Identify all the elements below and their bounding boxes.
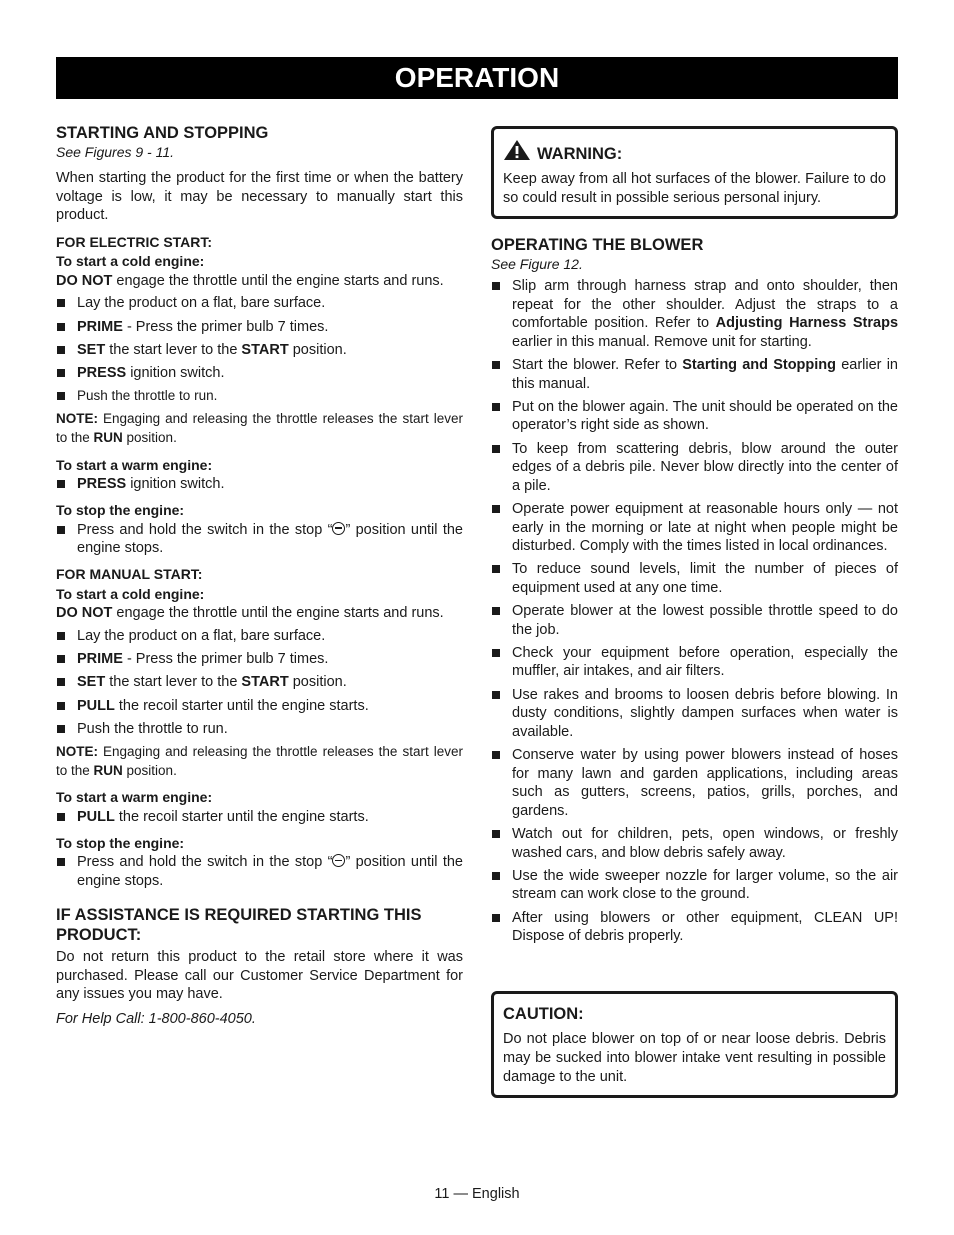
stop-switch-icon [332, 854, 345, 867]
list-item: Lay the product on a flat, bare surface. [56, 627, 463, 646]
warning-title [503, 139, 886, 164]
electric-warm-list [56, 475, 463, 494]
starting-intro: When starting the product for the first time or when the battery voltage is low, it may be necessary to manually start this product. [56, 170, 463, 224]
list-item: To reduce sound levels, limit the number of pieces of equipment used at any one time. [491, 560, 898, 597]
page-footer: 11 — English [434, 1186, 520, 1202]
list-item: PRESS ignition switch. [56, 475, 463, 494]
operating-list [491, 277, 898, 946]
stop-switch-icon [332, 522, 345, 535]
operating-heading: OPERATING THE BLOWER [491, 236, 704, 254]
list-item: PRIME - Press the primer bulb 7 times. [56, 650, 463, 669]
warning-triangle-icon [503, 139, 531, 161]
list-item: After using blowers or other equipment, CLEAN UP! Dispose of debris properly. [491, 909, 898, 946]
manual-cold-heading: To start a cold engine: [56, 585, 205, 602]
manual-start-heading: FOR MANUAL START: [56, 566, 203, 583]
warning-label: WARNING: [537, 145, 623, 163]
manual-note: NOTE: Engaging and releasing the throttle releases the start lever to the RUN position. [56, 744, 463, 778]
list-item: Check your equipment before operation, especially the muffler, air intakes, and air filters. [491, 644, 898, 681]
left-column [56, 123, 463, 1028]
warning-text: Keep away from all hot surfaces of the blower. Failure to do so could result in possible serious personal injury. [503, 171, 886, 206]
list-item: Watch out for children, pets, open windows, or freshly washed cars, and blow debris safely away. [491, 825, 898, 862]
caution-text: Do not place blower on top of or near loose debris. Debris may be sucked into blower intake vent resulting in possible damage to the unit. [503, 1031, 886, 1085]
list-item: Operate blower at the lowest possible throttle speed to do the job. [491, 602, 898, 639]
caution-label: CAUTION: [503, 1005, 584, 1023]
manual-warm-heading: To start a warm engine: [56, 789, 213, 806]
list-item: PULL the recoil starter until the engine starts. [56, 808, 463, 827]
list-item: To keep from scattering debris, blow around the outer edges of a debris pile. Never blow directly into the center of a pile. [491, 440, 898, 496]
list-item: Slip arm through harness strap and onto shoulder, then repeat for the other shoulder. Adjust the straps to a comfortable position. Refer to Adjusting Harness Straps earlier in this manual. Remove unit for starting. [491, 277, 898, 351]
list-item: SET the start lever to the START position. [56, 673, 463, 692]
list-item: Press and hold the switch in the stop “ ” position until the engine stops. [56, 521, 463, 558]
list-item: Use rakes and brooms to loosen debris before blowing. In dusty conditions, slightly dampen surfaces when water is available. [491, 686, 898, 742]
list-item: Use the wide sweeper nozzle for larger volume, so the air stream can work close to the ground. [491, 867, 898, 904]
right-column [491, 126, 898, 950]
list-item: PRESS ignition switch. [56, 364, 463, 383]
list-item: SET the start lever to the START position. [56, 341, 463, 360]
list-item: PRIME - Press the primer bulb 7 times. [56, 318, 463, 337]
list-item: PULL the recoil starter until the engine starts. [56, 697, 463, 716]
list-item: Press and hold the switch in the stop “ ” position until the engine stops. [56, 853, 463, 890]
list-item: Operate power equipment at reasonable hours only — not early in the morning or late at night when people might be disturbed. Comply with the times listed in local ordinances. [491, 500, 898, 556]
electric-do-not: DO NOT engage the throttle until the engine starts and runs. [56, 272, 444, 289]
manual-stop-heading: To stop the engine: [56, 834, 185, 851]
list-item: Start the blower. Refer to Starting and Stopping earlier in this manual. [491, 356, 898, 393]
list-item: Conserve water by using power blowers instead of hoses for many lawn and garden applications, including areas such as gutters, screens, patios, grills, porches, and gardens. [491, 746, 898, 820]
see-figure-ref: See Figure 12. [491, 256, 583, 272]
manual-stop-list [56, 853, 463, 890]
electric-note: NOTE: Engaging and releasing the throttle releases the start lever to the RUN position. [56, 411, 463, 445]
warning-box [491, 126, 898, 219]
electric-cold-heading: To start a cold engine: [56, 253, 205, 270]
assistance-text: Do not return this product to the retail store where it was purchased. Please call our Customer Service Department for any issues you may have. [56, 949, 463, 1003]
manual-do-not: DO NOT engage the throttle until the engine starts and runs. [56, 605, 444, 622]
manual-steps-list [56, 627, 463, 738]
electric-stop-heading: To stop the engine: [56, 502, 185, 519]
electric-start-heading: FOR ELECTRIC START: [56, 233, 213, 250]
list-item: Push the throttle to run. [56, 387, 463, 406]
electric-steps-list [56, 294, 463, 405]
list-item: Lay the product on a flat, bare surface. [56, 294, 463, 313]
starting-stopping-heading: STARTING AND STOPPING [56, 124, 269, 142]
assistance-heading: IF ASSISTANCE IS REQUIRED STARTING THIS PRODUCT: [56, 906, 422, 945]
list-item: Push the throttle to run. [56, 720, 463, 739]
electric-stop-list [56, 521, 463, 558]
caution-box [491, 991, 898, 1098]
electric-warm-heading: To start a warm engine: [56, 456, 213, 473]
see-figures-ref: See Figures 9 - 11. [56, 144, 175, 160]
list-item: Put on the blower again. The unit should be operated on the operator’s right side as shown. [491, 398, 898, 435]
manual-warm-list [56, 808, 463, 827]
help-phone: For Help Call: 1-800-860-4050. [56, 1010, 256, 1027]
page-title: OPERATION [56, 57, 898, 99]
